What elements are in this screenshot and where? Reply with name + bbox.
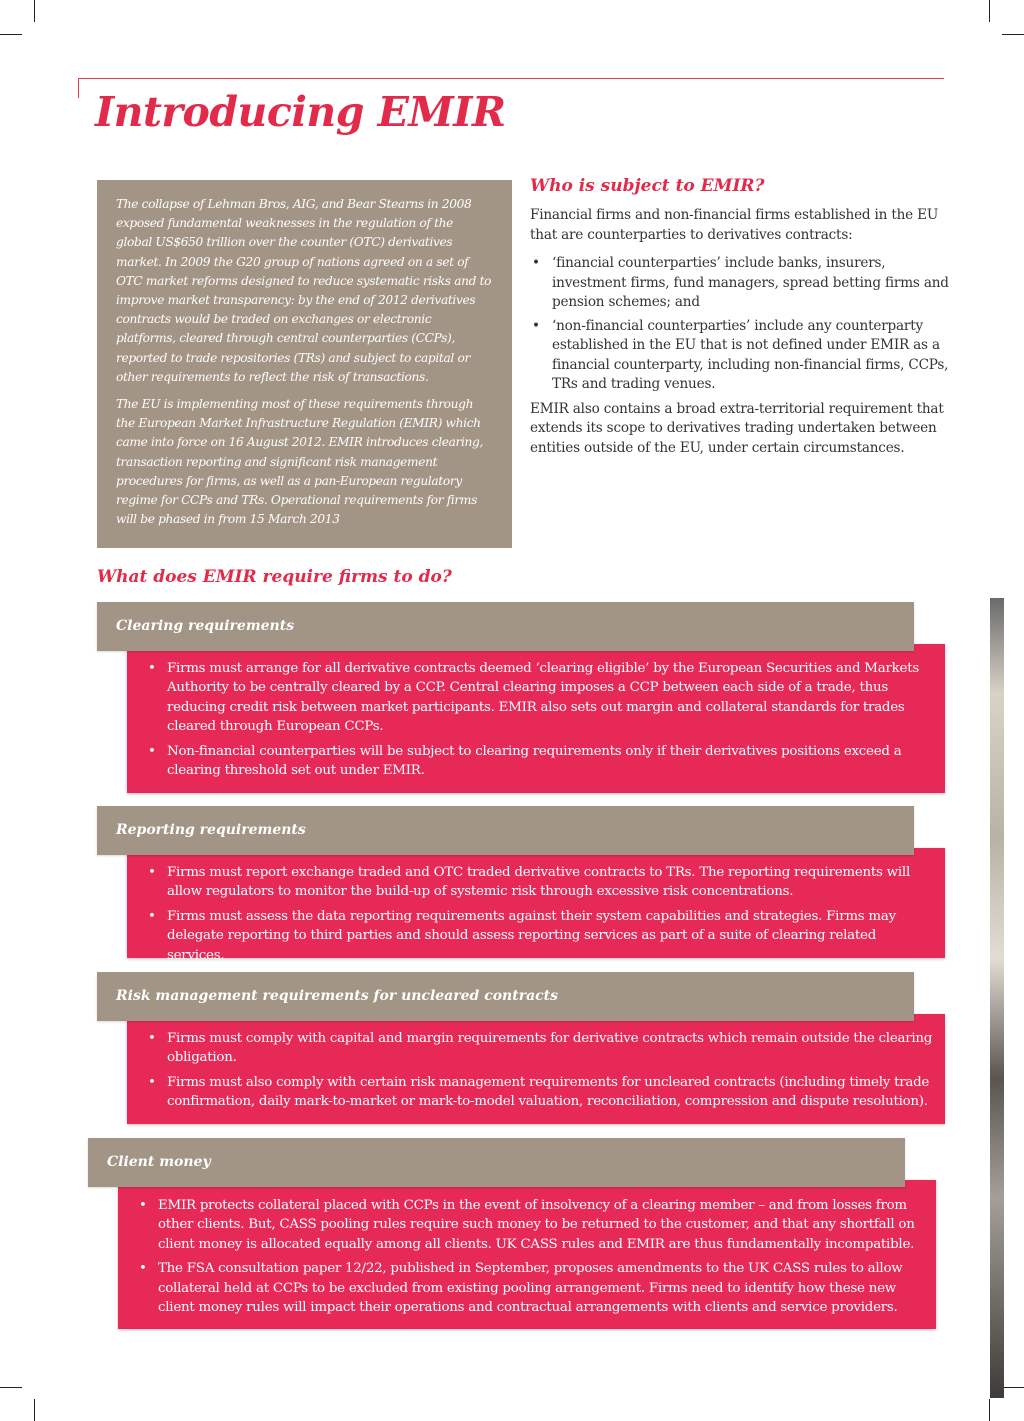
list-item (148, 907, 935, 965)
crop-mark-bottom-right-v (989, 1399, 990, 1421)
bullet-glyph: • (148, 865, 156, 880)
risk-bullet-text: Firms must also comply with certain risk management requirements for uncleared contracts (including timely trade confirmation, daily mark-to-market or mark-to-model valuation, reconciliation, compression and dispute resolution). (167, 1074, 930, 1110)
list-item (139, 1259, 926, 1317)
clearing-section-header: Clearing requirements (97, 602, 914, 651)
clearing-list (148, 659, 935, 780)
intro-paragraph: The EU is implementing most of these requirements through the European Market Infrastructure Regulation (EMIR) which came into force on 16 August 2012. EMIR introduces clearing, transaction reporting and significant risk management procedures for firms, as well as a pan-European regulatory regime for CCPs and TRs. Operational requirements for firms will be phased in from 15 March 2013 (116, 397, 484, 527)
intro-paragraph: The collapse of Lehman Bros, AIG, and Bear Stearns in 2008 exposed fundamental weaknesses in the regulation of the global US$650 trillion over the counter (OTC) derivatives market. In 2009 the G20 group of nations agreed on a set of OTC market reforms designed to reduce systematic risks and to improve market transparency: by the end of 2012 derivatives contracts would be traded on exchanges or electronic platforms, cleared through central counterparties (CCPs), reported to trade repositories (TRs) and subject to capital or other requirements to reflect the risk of transactions. (116, 197, 492, 384)
reporting-list (148, 863, 935, 965)
page-title: Introducing EMIR (95, 88, 506, 136)
list-item (530, 317, 950, 395)
crop-mark-bottom-left-h (0, 1387, 22, 1388)
list-item (530, 254, 950, 313)
list-item (148, 1029, 935, 1068)
crop-mark-top-left-h (0, 34, 22, 35)
who-closing: EMIR also contains a broad extra-territorial requirement that extends its scope to derivatives trading undertaken between entities outside of the EU, under certain circumstances. (530, 400, 944, 456)
risk-section-header: Risk management requirements for uncleared contracts (97, 972, 914, 1021)
reporting-section-header: Reporting requirements (97, 806, 914, 855)
requirements-heading: What does EMIR require firms to do? (97, 567, 452, 587)
bullet-glyph: • (148, 743, 156, 759)
risk-section-body (127, 1014, 945, 1124)
who-bullet-text: ‘financial counterparties’ include banks, insurers, investment firms, fund managers, spread betting firms and pension schemes; and (552, 255, 949, 310)
crop-mark-top-right-v (989, 0, 990, 22)
bullet-glyph: • (148, 1074, 156, 1090)
who-bullet-text: ‘non-financial counterparties’ include any counterparty established in the EU that is not defined under EMIR as a financial counterparty, including non-financial firms, CCPs, TRs and trading venues. (552, 317, 949, 392)
client-money-bullet-text: The FSA consultation paper 12/22, published in September, proposes amendments to the UK CASS rules to allow collateral held at CCPs to be excluded from existing pooling arrangement. Firms need to identify how these new client money rules will impact their operations and contractual arrangements with clients and service providers. (158, 1261, 903, 1316)
clearing-section-body (127, 644, 945, 793)
who-list (530, 254, 950, 395)
reporting-section-body (127, 848, 945, 963)
reporting-bullet-text: Firms must report exchange traded and OTC traded derivative contracts to TRs. The reporting requirements will allow regulators to monitor the build-up of systemic risk through excessive risk concentrations. (167, 865, 910, 900)
crop-mark-bottom-left-v (34, 1399, 35, 1421)
intro-box (97, 180, 512, 548)
bullet-glyph: • (139, 1198, 147, 1213)
crop-mark-bottom-right-h (1002, 1387, 1024, 1388)
bullet-glyph: • (532, 317, 540, 334)
client-money-bullet-text: EMIR protects collateral placed with CCPs in the event of insolvency of a clearing member – and from losses from other clients. But, CASS pooling rules require such money to be returned to the customer, and that any shortfall on client money is allocated equally among all clients. UK CASS rules and EMIR are thus fundamentally incompatible. (158, 1198, 915, 1252)
bullet-glyph: • (148, 908, 156, 924)
list-item (148, 742, 935, 781)
list-item (139, 1196, 926, 1254)
risk-bullet-text: Firms must comply with capital and margin requirements for derivative contracts which remain outside the clearing obligation. (167, 1031, 933, 1066)
edge-photo (990, 598, 1004, 1398)
list-item (148, 1073, 935, 1112)
bullet-glyph: • (139, 1261, 147, 1277)
header-rule (78, 78, 944, 79)
who-body (530, 206, 950, 467)
header-rule-tick (78, 78, 79, 98)
list-item (148, 863, 935, 902)
clearing-bullet-text: Firms must arrange for all derivative contracts deemed ‘clearing eligible’ by the European Securities and Markets Authority to be centrally cleared by a CCP. Central clearing imposes a CCP between each side of a trade, thus reducing credit risk between market participants. EMIR also sets out margin and collateral standards for trades cleared through European CCPs. (167, 661, 919, 735)
risk-list (148, 1029, 935, 1112)
bullet-glyph: • (148, 1031, 156, 1046)
crop-mark-top-left-v (34, 0, 35, 22)
list-item (148, 659, 935, 737)
reporting-bullet-text: Firms must assess the data reporting requirements against their system capabilities and strategies. Firms may delegate reporting to third parties and should assess reporting services as part of a suite of clearing related services. (167, 908, 896, 963)
bullet-glyph: • (532, 255, 540, 271)
who-heading: Who is subject to EMIR? (530, 176, 765, 196)
client-money-list (139, 1196, 926, 1317)
bullet-glyph: • (148, 661, 156, 676)
client-money-section-header: Client money (88, 1138, 905, 1187)
crop-mark-top-right-h (1002, 34, 1024, 35)
client-money-section-body (118, 1180, 936, 1329)
who-lead: Financial firms and non-financial firms established in the EU that are counterparties to derivatives contracts: (530, 207, 939, 243)
clearing-bullet-text: Non-financial counterparties will be subject to clearing requirements only if their derivatives positions exceed a clearing threshold set out under EMIR. (167, 743, 902, 779)
